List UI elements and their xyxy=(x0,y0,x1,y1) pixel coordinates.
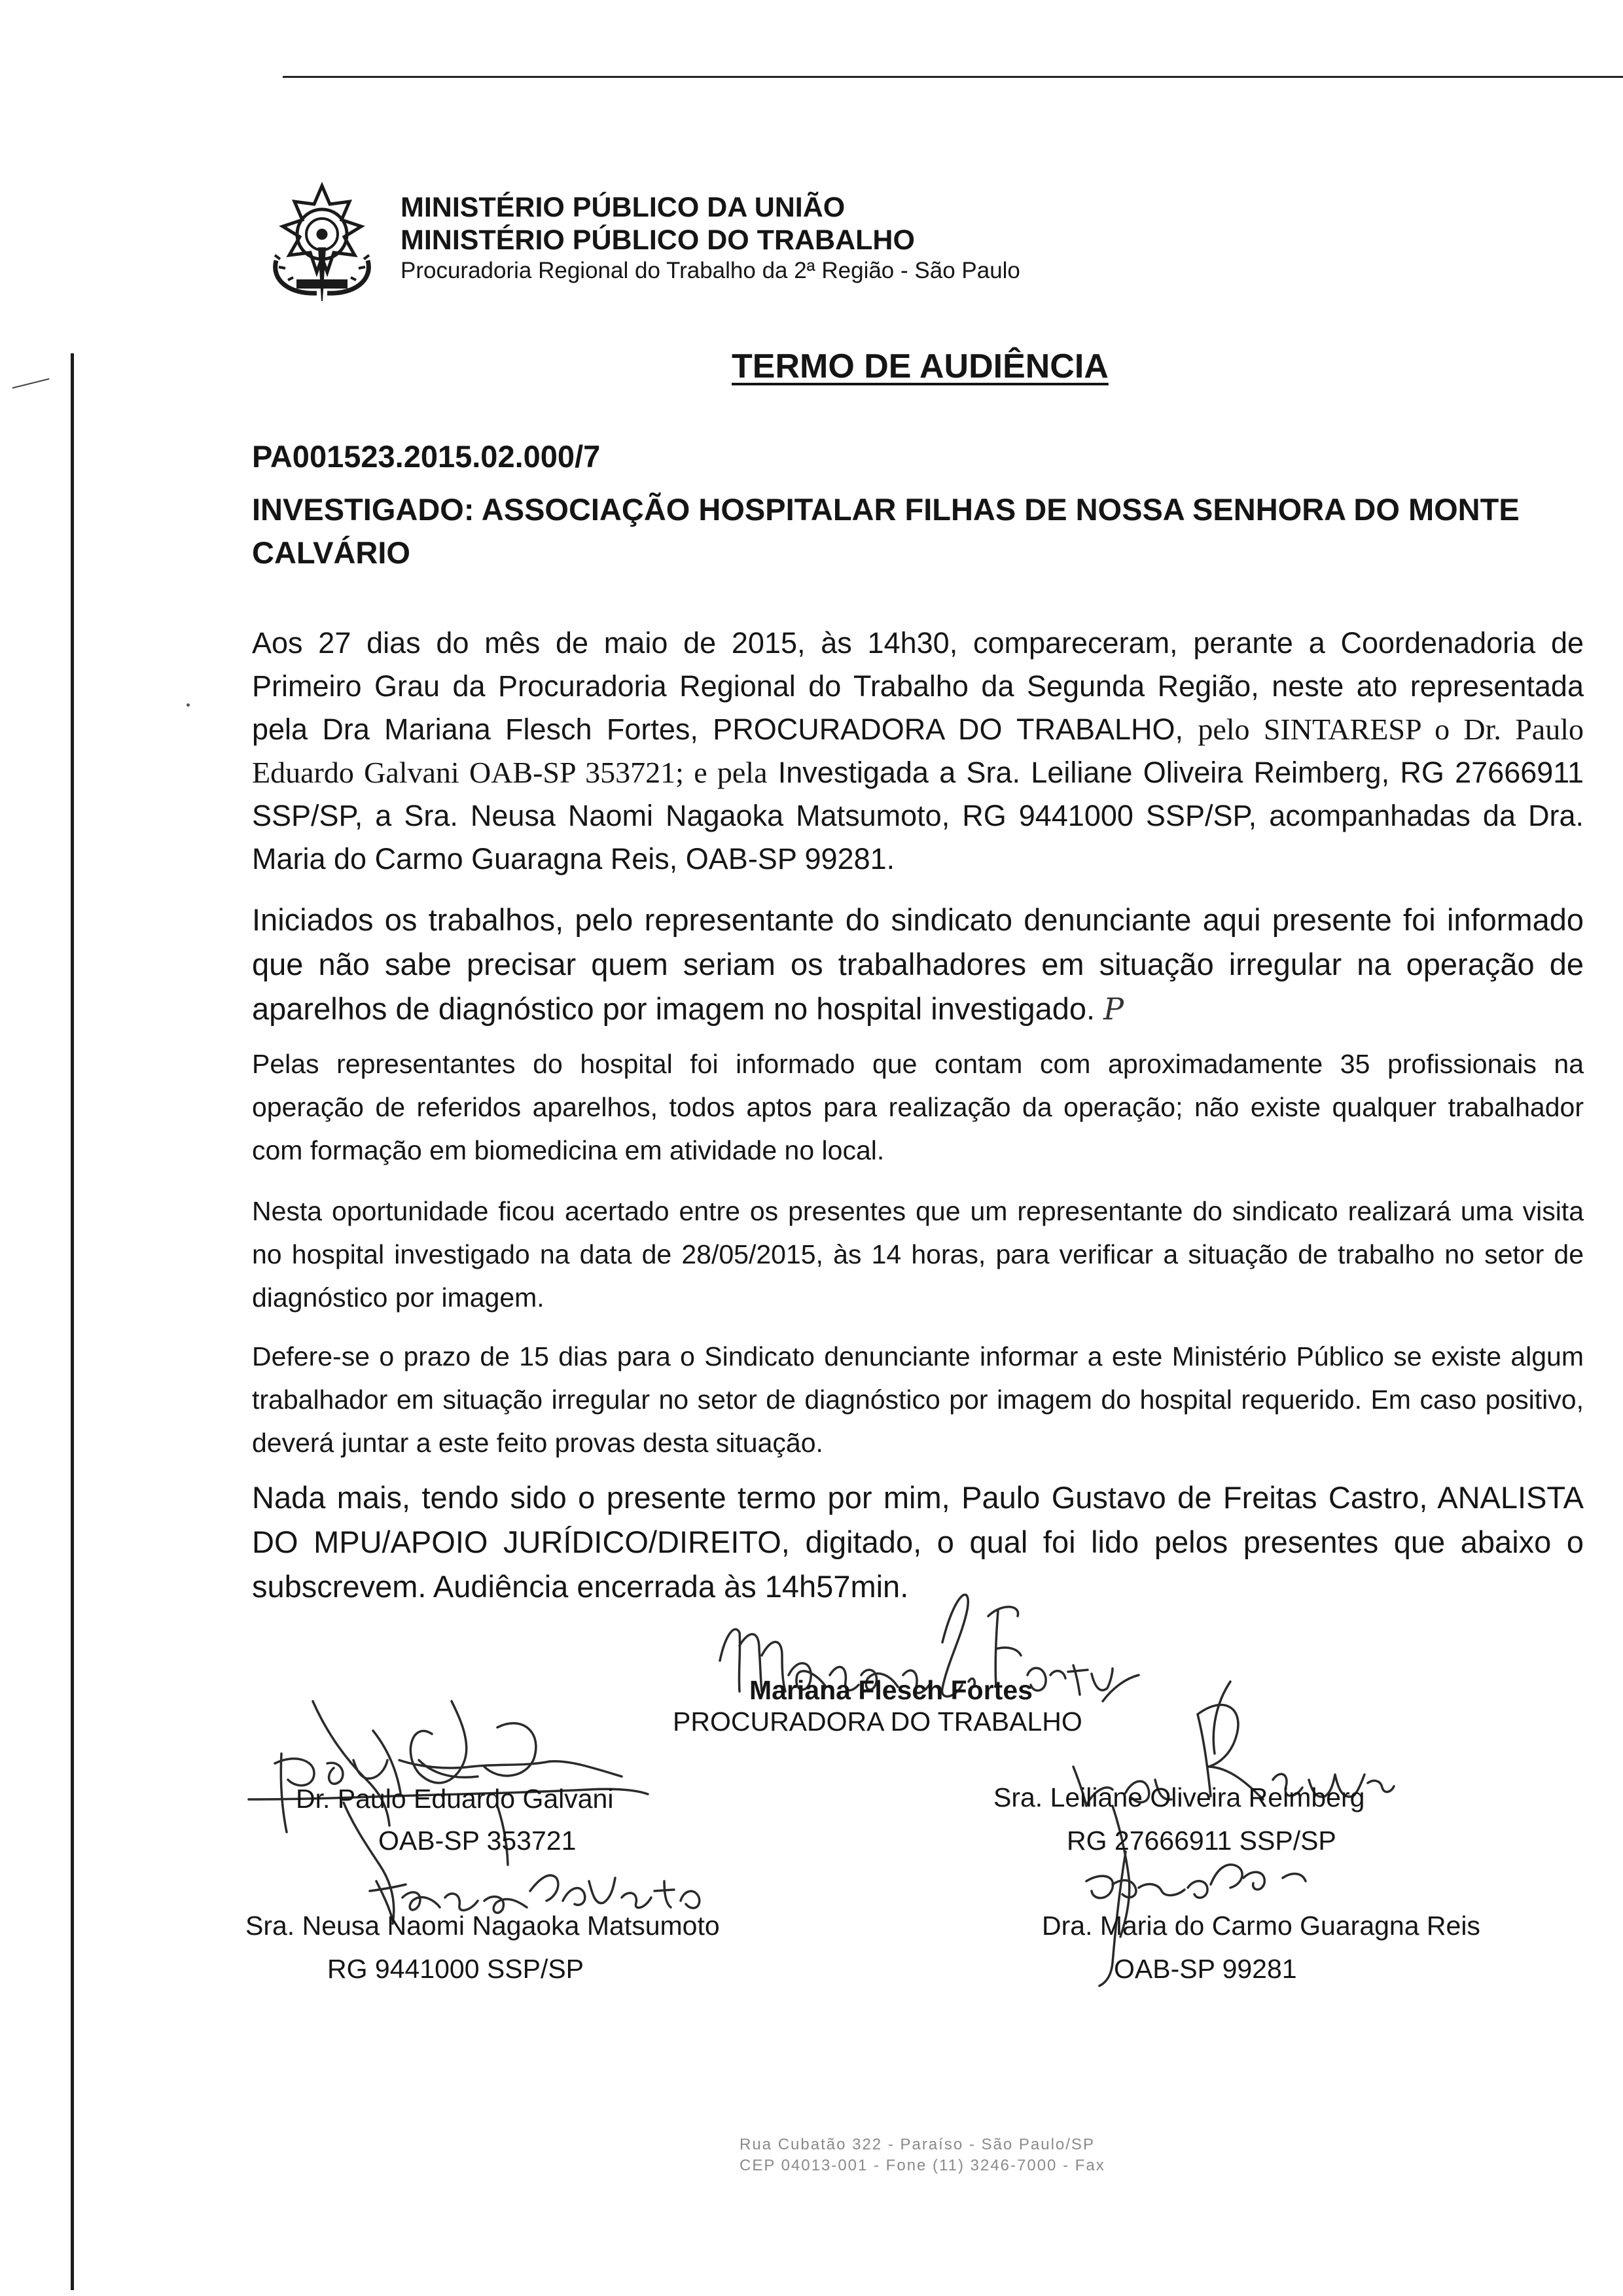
margin-mark xyxy=(12,378,50,389)
left-margin-rule xyxy=(71,353,74,2290)
letterhead xyxy=(401,191,1020,285)
deadline-paragraph: Defere-se o prazo de 15 dias para o Sindicato denunciante informar a este Ministério Público se existe algum trabalhador em situação irregular no setor de diagnóstico por imagem do hospital requerido. Em caso positivo, deverá juntar a este feito provas desta situação. xyxy=(252,1341,1584,1458)
leiliane-name: Sra. Leiliane Oliveira Reimberg xyxy=(993,1782,1365,1812)
opening-text-a: Aos 27 dias do mês de maio de 2015, às 14h30, compareceram, perante a Coordenadoria de Primeiro Grau da Procuradoria Regional do Trabalho da Segunda Região, neste ato representada pela Dra Mariana Flesch Fortes, PROCURADORA DO TRABALHO, xyxy=(252,626,1584,746)
paulo-name: Dr. Paulo Eduardo Galvani xyxy=(296,1784,614,1814)
closing-paragraph: Nada mais, tendo sido o presente termo por mim, Paulo Gustavo de Freitas Castro, ANALISTA DO MPU/APOIO JURÍDICO/DIREITO, digitado, o qual foi lido pelos presentes que abaixo o subscrevem. Audiência encerrada às 14h57min. xyxy=(252,1480,1584,1604)
brazil-coat-of-arms-seal xyxy=(257,182,387,306)
org-name-uniao: MINISTÉRIO PÚBLICO DA UNIÃO xyxy=(401,192,846,223)
top-rule xyxy=(283,76,1623,78)
footer-street: Rua Cubatão 322 - Paraíso - São Paulo/SP xyxy=(740,2136,1095,2153)
procuradora-role: PROCURADORA DO TRABALHO xyxy=(673,1706,1082,1737)
neusa-name: Sra. Neusa Naomi Nagaoka Matsumoto xyxy=(245,1911,720,1941)
opening-text-b: pelo SINTARESP o Dr. Paulo Eduardo Galvani OAB-SP 353721; e pela xyxy=(252,713,1584,789)
footer-contact: CEP 04013-001 - Fone (11) 3246-7000 - Fax xyxy=(740,2157,1105,2174)
hospital-statement-paragraph: Pelas representantes do hospital foi informado que contam com aproximadamente 35 profissionais na operação de referidos aparelhos, todos aptos para realização da operação; não existe qualquer trabalhador com formação em biomedicina em atividade no local. xyxy=(252,1049,1584,1165)
opening-text-c: Investigada a Sra. Leiliane Oliveira Reimberg, RG 27666911 SSP/SP, a Sra. Neusa Naomi Nagaoka Matsumoto, RG 9441000 SSP/SP, acompanhadas da Dra. Maria do Carmo Guaragna Reis, OAB-SP 99281. xyxy=(252,756,1584,875)
document-title: TERMO DE AUDIÊNCIA xyxy=(732,347,1109,385)
visit-agreement-paragraph: Nesta oportunidade ficou acertado entre os presentes que um representante do sindicato realizará uma visita no hospital investigado na data de 28/05/2015, às 14 horas, para verificar a situação de trabalho no setor de diagnóstico por imagem. xyxy=(252,1196,1584,1313)
leiliane-rg: RG 27666911 SSP/SP xyxy=(1067,1826,1336,1856)
maria-oab: OAB-SP 99281 xyxy=(1114,1954,1297,1984)
paulo-oab: OAB-SP 353721 xyxy=(378,1826,577,1856)
proceedings-paragraph xyxy=(252,898,1584,1031)
scan-speck xyxy=(187,703,190,707)
investigated-party: INVESTIGADO: ASSOCIAÇÃO HOSPITALAR FILHAS DE NOSSA SENHORA DO MONTE CALVÁRIO xyxy=(252,492,1520,570)
process-number: PA001523.2015.02.000/7 xyxy=(252,439,601,474)
footer-address xyxy=(740,2134,1105,2176)
neusa-rg: RG 9441000 SSP/SP xyxy=(327,1954,584,1984)
org-name-trabalho: MINISTÉRIO PÚBLICO DO TRABALHO xyxy=(401,224,915,256)
maria-name: Dra. Maria do Carmo Guaragna Reis xyxy=(1042,1911,1480,1941)
opening-paragraph xyxy=(252,622,1584,881)
proceedings-text: Iniciados os trabalhos, pelo representante do sindicato denunciante aqui presente foi informado que não sabe precisar quem seriam os trabalhadores em situação irregular na operação de aparelhos de diagnóstico por imagem no hospital investigado. xyxy=(252,902,1584,1026)
procuradora-name: Mariana Flesch Fortes xyxy=(749,1675,1033,1705)
handwritten-initials: P xyxy=(1103,991,1124,1027)
regional-office: Procuradoria Regional do Trabalho da 2ª Região - São Paulo xyxy=(401,258,1020,283)
